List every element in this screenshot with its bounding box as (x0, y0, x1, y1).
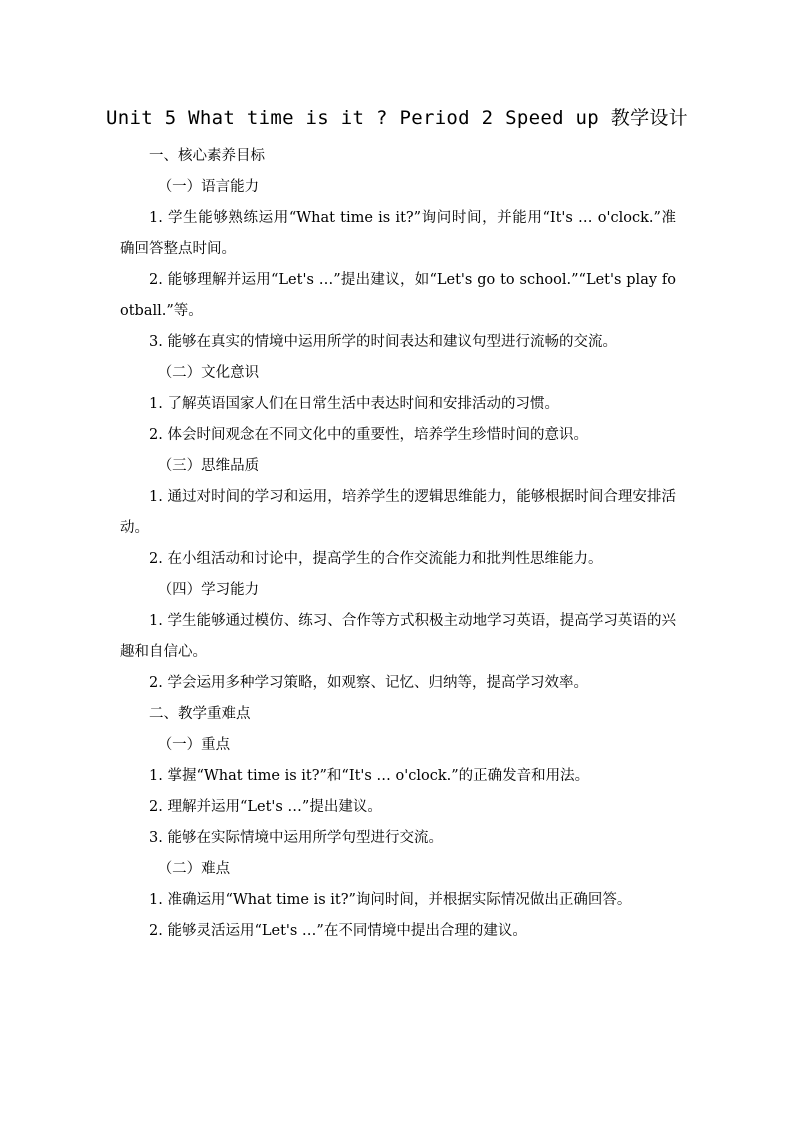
subsection-heading-thinking: （三）思维品质 (157, 458, 260, 474)
paragraph: 1. 准确运用“What time is it?”询问时间，并根据实际情况做出正确回答。 (149, 892, 632, 908)
paragraph: 3. 能够在实际情境中运用所学句型进行交流。 (149, 830, 443, 846)
paragraph: 2. 能够理解并运用“Let's …”提出建议，如“Let's go to school.”“Let's play football.”等。 (120, 272, 676, 319)
paragraph: 2. 体会时间观念在不同文化中的重要性，培养学生珍惜时间的意识。 (149, 427, 588, 443)
paragraph: 2. 理解并运用“Let's …”提出建议。 (149, 799, 382, 815)
paragraph: 2. 能够灵活运用“Let's …”在不同情境中提出合理的建议。 (149, 923, 527, 939)
paragraph: 2. 在小组活动和讨论中，提高学生的合作交流能力和批判性思维能力。 (149, 551, 603, 567)
paragraph: 1. 通过对时间的学习和运用，培养学生的逻辑思维能力，能够根据时间合理安排活动。 (120, 489, 676, 536)
paragraph: 1. 掌握“What time is it?”和“It's … o'clock.”的正确发音和用法。 (149, 768, 590, 784)
subsection-heading-difficulty: （二）难点 (157, 861, 231, 877)
document-title: Unit 5 What time is it ? Period 2 Speed up 教学设计 (106, 107, 688, 129)
paragraph: 3. 能够在真实的情境中运用所学的时间表达和建议句型进行流畅的交流。 (149, 334, 617, 350)
paragraph: 1. 了解英语国家人们在日常生活中表达时间和安排活动的习惯。 (149, 396, 559, 412)
subsection-heading-focus: （一）重点 (157, 737, 231, 753)
paragraph: 1. 学生能够熟练运用“What time is it?”询问时间，并能用“It's … o'clock.”准确回答整点时间。 (120, 210, 676, 257)
document-body (120, 141, 676, 947)
section-heading-key-points: 二、教学重难点 (149, 706, 251, 722)
paragraph: 2. 学会运用多种学习策略，如观察、记忆、归纳等，提高学习效率。 (149, 675, 588, 691)
section-heading-core-goals: 一、核心素养目标 (149, 148, 265, 164)
subsection-heading-culture: （二）文化意识 (157, 365, 260, 381)
paragraph: 1. 学生能够通过模仿、练习、合作等方式积极主动地学习英语，提高学习英语的兴趣和自信心。 (120, 613, 676, 660)
subsection-heading-learning: （四）学习能力 (157, 582, 260, 598)
subsection-heading-language: （一）语言能力 (157, 179, 260, 195)
